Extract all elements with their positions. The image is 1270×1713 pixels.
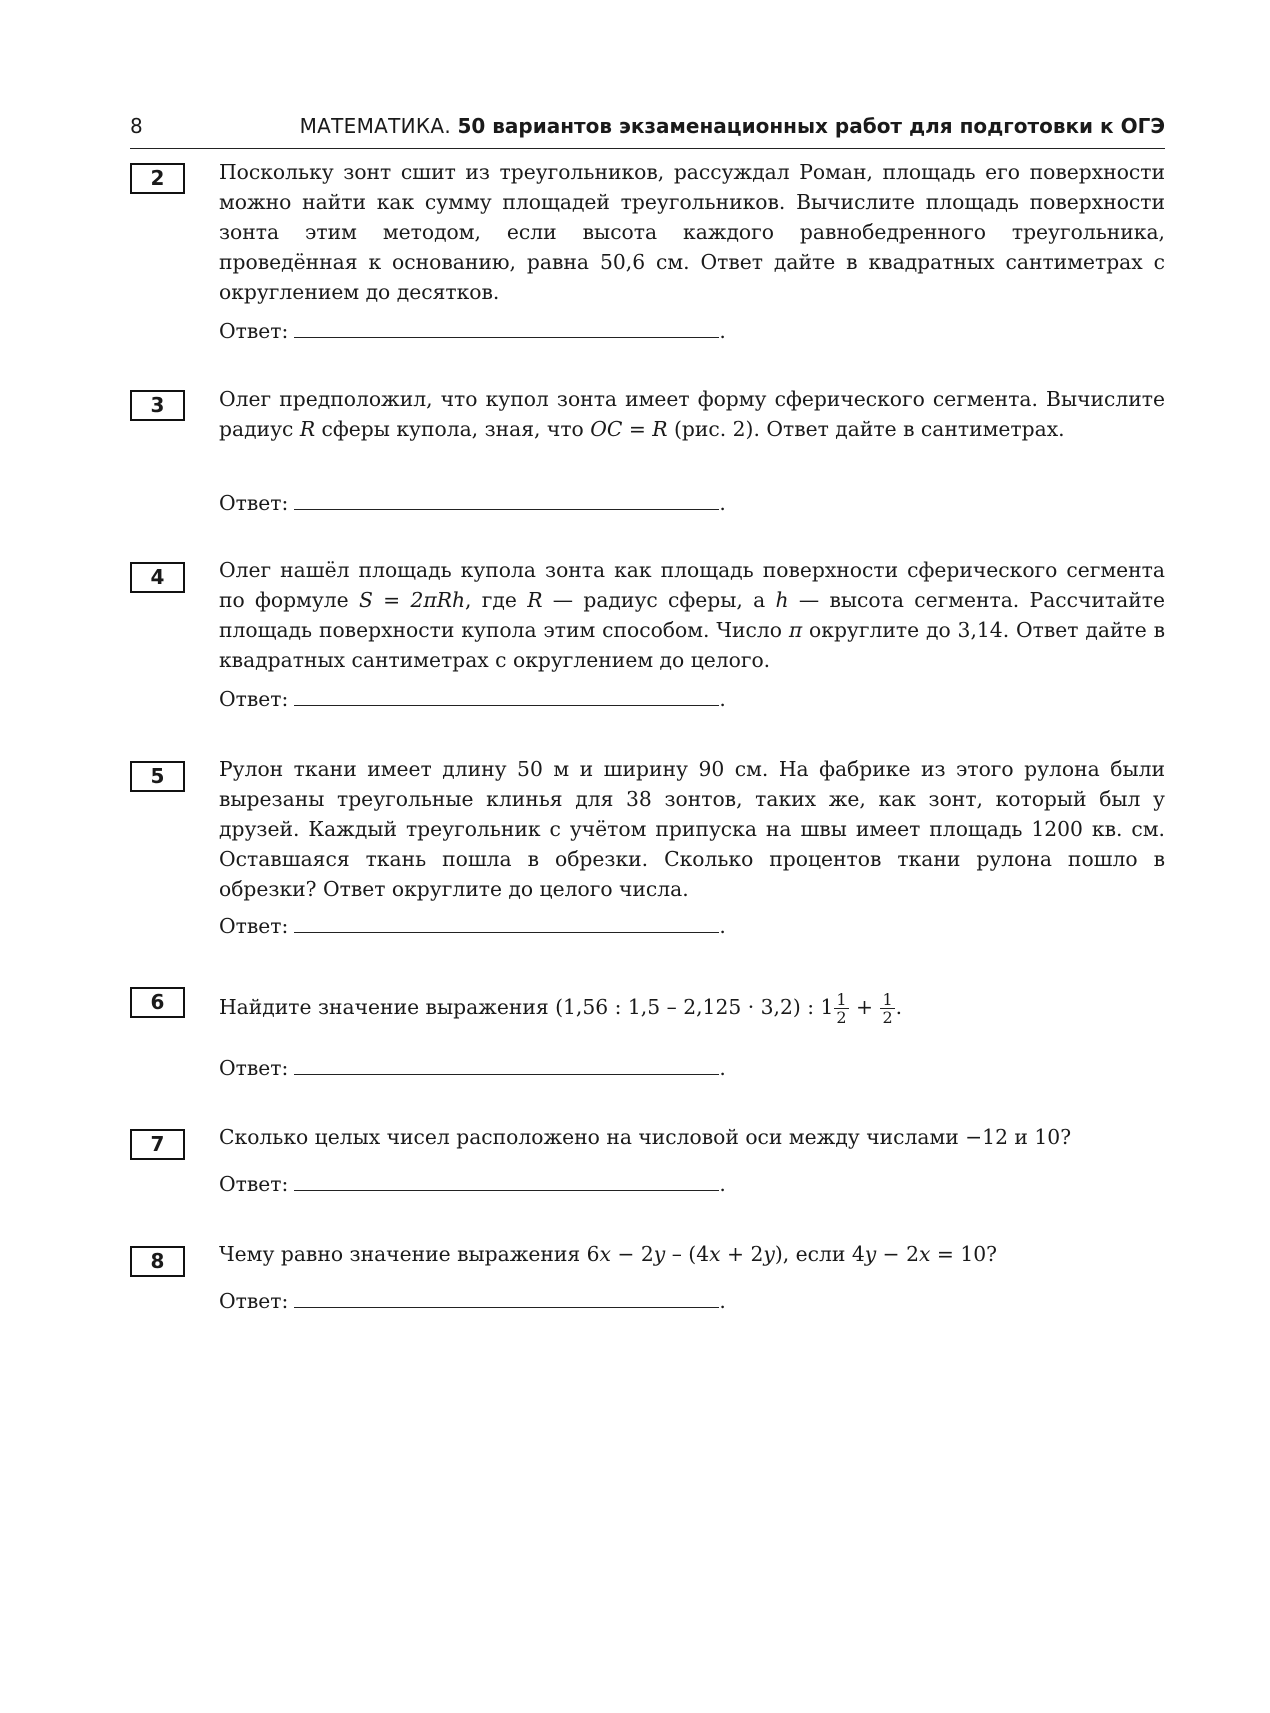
task-text <box>219 987 1165 1027</box>
fraction-denominator: 2 <box>836 1008 847 1027</box>
text-part: Олег нашёл площадь купола зонта как площадь поверхности сферического сегмента по формуле <box>219 558 1165 612</box>
text-part: ), если 4 <box>774 1242 865 1266</box>
answer-label: Ответ: <box>219 1289 289 1313</box>
math-var: π <box>788 618 803 642</box>
task-text: Сколько целых чисел расположено на числовой оси между числами −12 и 10? <box>219 1125 1072 1149</box>
task-number-box: 7 <box>130 1129 185 1160</box>
task-text <box>219 384 1165 444</box>
answer-input-line[interactable] <box>294 683 719 706</box>
text-part: округлите до 3,14. Ответ дайте в квадратных сантиметрах с округлением до целого. <box>219 618 1165 672</box>
answer-label: Ответ: <box>219 1172 289 1196</box>
task-number-box: 5 <box>130 761 185 792</box>
answer-label: Ответ: <box>219 687 289 711</box>
math-var: x <box>709 1242 721 1266</box>
task-number-box: 8 <box>130 1246 185 1277</box>
answer-input-line[interactable] <box>294 315 719 338</box>
fraction-numerator: 1 <box>836 990 847 1009</box>
math-var: y <box>864 1242 877 1266</box>
text-part: . <box>895 995 903 1019</box>
answer-row <box>219 487 726 518</box>
answer-row <box>219 1052 726 1083</box>
answer-period: . <box>719 491 726 515</box>
answer-label: Ответ: <box>219 491 289 515</box>
answer-label: Ответ: <box>219 1056 289 1080</box>
task-number-box: 6 <box>130 987 185 1018</box>
answer-period: . <box>719 319 726 343</box>
answer-row <box>219 1285 726 1316</box>
book-title <box>300 114 1165 138</box>
formula: S = 2πRh <box>358 588 466 612</box>
text-part: — высота сегмента. Рассчитайте площадь поверхности купола этим способом. Число <box>219 588 1165 642</box>
math-var: R <box>652 417 668 441</box>
answer-input-line[interactable] <box>294 1168 719 1191</box>
book-title-text: 50 вариантов экзаменационных работ для подготовки к ОГЭ <box>457 114 1165 138</box>
text-part: сферы купола, зная, что <box>315 417 591 441</box>
text-part: Олег предположил, что купол зонта имеет форму сферического сегмента. Вычислите радиус <box>219 387 1165 441</box>
answer-row <box>219 315 726 346</box>
text-part: + <box>849 995 880 1019</box>
math-var: R <box>299 417 316 441</box>
answer-period: . <box>719 1172 726 1196</box>
task-number-box: 3 <box>130 390 185 421</box>
task-text: Поскольку зонт сшит из треугольников, рассуждал Роман, площадь его поверхности можно найти как сумму площадей треугольников. Вычислите площадь поверхности зонта этим методом, если высота каждого равнобедренного треугольника, проведённая к основанию, равна 50,6 см. Ответ дайте в квадратных сантиметрах с округлением до десятков. <box>219 160 1165 304</box>
task-number-box: 2 <box>130 163 185 194</box>
text-part: Найдите значение выражения (1,56 : 1,5 – 2,125 · 3,2) : 1 <box>219 995 834 1019</box>
math-var: h <box>775 588 789 612</box>
fraction <box>880 991 894 1026</box>
answer-label: Ответ: <box>219 319 289 343</box>
answer-input-line[interactable] <box>294 910 719 933</box>
task-text: Рулон ткани имеет длину 50 м и ширину 90 см. На фабрике из этого рулона были вырезаны треугольные клинья для 38 зонтов, таких же, как зонт, который был у друзей. Каждый треугольник с учётом припуска на швы имеет площадь 1200 кв. см. Оставшаяся ткань пошла в обрезки. Сколько процентов ткани рулона пошло в обрезки? Ответ округлите до целого числа. <box>219 757 1165 901</box>
math-var: y <box>763 1242 775 1266</box>
text-part: + 2 <box>720 1242 764 1266</box>
text-part: Чему равно значение выражения 6 <box>219 1242 600 1266</box>
math-var: y <box>653 1242 666 1266</box>
text-part: = 10? <box>930 1242 998 1266</box>
answer-row <box>219 910 726 941</box>
task-text <box>219 1239 1165 1269</box>
text-part: , где <box>465 588 528 612</box>
page-number: 8 <box>130 114 143 138</box>
fraction <box>834 991 848 1026</box>
task-number-box: 4 <box>130 562 185 593</box>
answer-input-line[interactable] <box>294 1285 719 1308</box>
answer-input-line[interactable] <box>294 1052 719 1075</box>
fraction-numerator: 1 <box>882 990 893 1009</box>
text-part: (рис. 2). Ответ дайте в сантиметрах. <box>667 417 1065 441</box>
math-var: OC <box>590 417 623 441</box>
math-var: x <box>919 1242 931 1266</box>
fraction-denominator: 2 <box>882 1008 893 1027</box>
book-subject: МАТЕМАТИКА. <box>299 114 452 138</box>
answer-input-line[interactable] <box>294 487 719 510</box>
answer-row <box>219 1168 726 1199</box>
text-part: – (4 <box>665 1242 710 1266</box>
text-part: − 2 <box>876 1242 920 1266</box>
text-part: — радиус сферы, а <box>542 588 776 612</box>
page-header <box>130 114 1165 149</box>
answer-row <box>219 683 726 714</box>
math-var: x <box>599 1242 611 1266</box>
task-text <box>219 555 1165 675</box>
text-part: = <box>622 417 653 441</box>
math-var: R <box>527 588 543 612</box>
answer-label: Ответ: <box>219 914 289 938</box>
answer-period: . <box>719 1289 726 1313</box>
text-part: − 2 <box>611 1242 654 1266</box>
answer-period: . <box>719 687 726 711</box>
answer-period: . <box>719 1056 726 1080</box>
answer-period: . <box>719 914 726 938</box>
